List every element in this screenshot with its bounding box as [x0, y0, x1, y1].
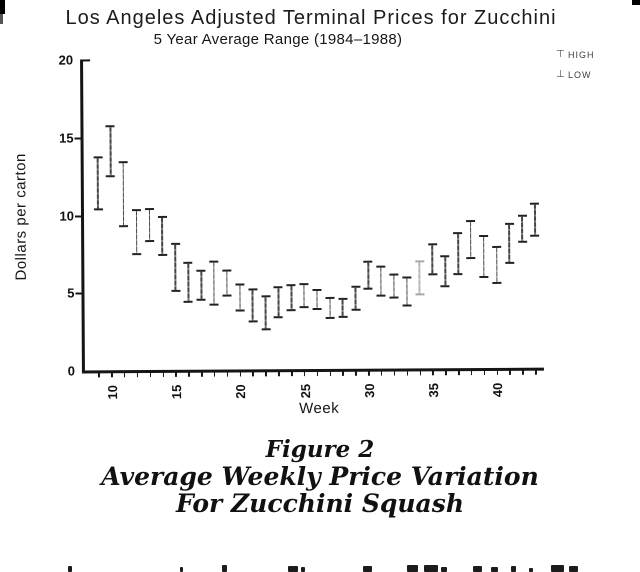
x-tick: [432, 370, 434, 375]
x-tick: [407, 370, 409, 375]
x-tick: [458, 370, 460, 375]
y-tick-label: 10: [59, 208, 75, 224]
figure-caption: [0, 437, 640, 517]
range-bar: [0, 0, 639, 2]
chart-subtitle: 5 Year Average Range (1984–1988): [153, 31, 403, 48]
x-tick: [381, 371, 383, 376]
low-cap: [184, 301, 193, 303]
x-tick: [227, 372, 229, 377]
range-line: [213, 262, 215, 304]
high-cap: [441, 256, 450, 258]
low-cap: [364, 287, 373, 289]
clipped-letter-top: [473, 566, 482, 572]
x-tick-label: 40: [489, 382, 505, 398]
high-range-marker-icon: ⊤: [556, 49, 566, 60]
range-bar: [0, 0, 639, 2]
high-cap: [119, 161, 128, 163]
clipped-letter-top: [441, 567, 447, 572]
range-line: [406, 278, 408, 304]
low-cap: [351, 309, 360, 311]
range-line: [431, 245, 433, 273]
x-tick: [304, 371, 306, 376]
range-bar: [0, 0, 639, 2]
low-cap: [466, 257, 475, 259]
range-line: [393, 275, 395, 296]
range-bar: [0, 0, 639, 2]
range-line: [290, 287, 292, 310]
x-tick: [471, 370, 473, 375]
range-bar: [0, 0, 639, 2]
high-cap: [132, 209, 141, 211]
range-bar: [0, 0, 639, 2]
x-tick: [111, 372, 113, 377]
range-bars: [0, 0, 639, 2]
clipped-letter-top: [491, 567, 498, 572]
clipped-letter-top: [551, 565, 564, 572]
range-bar: [0, 0, 639, 2]
low-cap: [531, 235, 540, 237]
range-line: [123, 163, 125, 225]
range-bar: [0, 0, 639, 2]
high-cap: [505, 223, 514, 225]
range-bar: [0, 0, 639, 2]
range-bar: [0, 0, 639, 2]
range-line: [342, 300, 344, 315]
low-cap: [390, 296, 399, 298]
range-bar: [0, 0, 639, 2]
low-cap: [325, 317, 334, 319]
y-tick-label: 20: [58, 52, 74, 68]
x-tick: [497, 370, 499, 375]
range-bar: [0, 0, 639, 2]
x-tick: [291, 371, 293, 376]
low-cap: [197, 299, 206, 301]
high-cap: [300, 283, 309, 285]
x-tick: [162, 372, 164, 377]
high-cap: [209, 260, 218, 262]
clipped-letter-top: [301, 567, 305, 572]
high-cap: [248, 288, 257, 290]
low-cap: [428, 273, 437, 275]
range-bar: [0, 0, 639, 2]
range-bar: [0, 0, 639, 2]
range-bar: [0, 0, 639, 2]
y-tick-label: 5: [67, 285, 75, 301]
clipped-letter-top: [222, 565, 227, 572]
x-tick: [355, 371, 357, 376]
range-line: [496, 248, 498, 282]
range-line: [521, 217, 523, 241]
range-line: [226, 271, 228, 294]
high-cap: [466, 220, 475, 222]
high-cap: [158, 215, 167, 217]
x-tick: [509, 370, 511, 375]
low-cap: [415, 293, 424, 295]
range-line: [419, 263, 421, 294]
low-cap: [210, 304, 219, 306]
x-tick: [394, 371, 396, 376]
x-tick: [188, 372, 190, 377]
x-tick: [535, 370, 537, 375]
y-tick-label: 15: [59, 130, 74, 146]
range-line: [278, 288, 280, 316]
high-cap: [261, 296, 270, 298]
low-cap: [248, 321, 257, 323]
low-cap: [287, 309, 296, 311]
range-line: [508, 225, 510, 262]
range-line: [187, 264, 189, 301]
range-line: [149, 210, 151, 241]
range-line: [303, 285, 305, 306]
range-bar: [0, 0, 639, 2]
low-cap: [222, 294, 231, 296]
low-cap: [313, 308, 322, 310]
range-line: [316, 291, 318, 308]
x-tick: [419, 370, 421, 375]
range-bar: [0, 0, 639, 2]
range-bar: [0, 0, 639, 2]
x-tick-label: 20: [232, 384, 248, 399]
low-cap: [454, 273, 463, 275]
high-cap: [106, 126, 115, 128]
high-cap: [235, 283, 244, 285]
high-cap: [338, 298, 347, 300]
x-tick: [175, 372, 177, 377]
high-cap: [453, 232, 462, 234]
x-tick: [265, 371, 267, 376]
legend-high-label: HIGH: [568, 49, 595, 60]
y-tick: [75, 137, 82, 139]
x-tick: [137, 372, 139, 377]
high-cap: [518, 215, 527, 217]
low-cap: [106, 175, 115, 177]
x-tick: [368, 371, 370, 376]
range-line: [380, 267, 382, 295]
y-axis-title: Dollars per carton: [12, 153, 30, 281]
high-cap: [145, 208, 154, 210]
range-line: [239, 285, 241, 309]
range-bar: [0, 0, 639, 2]
x-tick: [252, 371, 254, 376]
low-cap: [158, 254, 167, 256]
range-line: [265, 298, 267, 329]
range-line: [174, 245, 176, 290]
low-cap: [132, 253, 141, 255]
range-bar: [0, 0, 639, 2]
clipped-letter-top: [68, 566, 72, 572]
range-bar: [0, 0, 639, 2]
range-bar: [0, 0, 639, 2]
x-tick-label: 25: [297, 383, 313, 399]
high-cap: [364, 261, 373, 263]
clipped-letter-top: [424, 565, 438, 572]
clipped-letter-top: [407, 565, 418, 572]
low-cap: [93, 208, 102, 210]
x-tick: [278, 371, 280, 376]
y-tick: [75, 215, 82, 217]
high-cap: [222, 269, 231, 271]
clipped-letter-top: [529, 568, 533, 572]
low-cap: [261, 328, 270, 330]
x-tick-label: 10: [104, 384, 120, 400]
low-cap: [377, 295, 386, 297]
low-cap: [402, 304, 411, 306]
range-line: [110, 128, 112, 176]
x-tick: [522, 370, 524, 375]
range-bar: [0, 0, 639, 2]
high-cap: [389, 273, 398, 275]
x-axis-line: [82, 368, 544, 373]
high-cap: [402, 276, 411, 278]
range-line: [161, 217, 163, 254]
range-line: [457, 234, 459, 272]
high-cap: [184, 262, 193, 264]
x-tick-label: 15: [168, 384, 184, 400]
x-tick: [124, 372, 126, 377]
range-bar: [0, 0, 639, 2]
high-cap: [274, 286, 283, 288]
x-tick: [150, 372, 152, 377]
high-cap: [325, 297, 334, 299]
low-cap: [145, 240, 154, 242]
high-cap: [479, 235, 488, 237]
range-bar: [0, 0, 639, 2]
high-cap: [530, 202, 539, 204]
range-line: [355, 288, 357, 309]
range-line: [200, 272, 202, 300]
range-line: [367, 263, 369, 287]
range-bar: [0, 0, 639, 2]
x-tick: [98, 372, 100, 377]
low-cap: [479, 276, 488, 278]
y-tick: [75, 293, 82, 295]
range-bar: [0, 0, 639, 2]
range-line: [483, 237, 485, 275]
x-axis-title: Week: [299, 399, 340, 418]
low-cap: [300, 306, 309, 308]
caption-title-line: Average Weekly Price Variation: [101, 462, 539, 491]
high-cap: [428, 243, 437, 245]
clipped-letter-top: [511, 566, 516, 572]
high-cap: [197, 270, 206, 272]
low-range-marker-icon: ⊥: [556, 69, 566, 80]
low-cap: [235, 310, 244, 312]
high-cap: [376, 265, 385, 267]
low-cap: [492, 282, 501, 284]
x-tick: [214, 372, 216, 377]
range-line: [534, 204, 536, 235]
range-line: [470, 222, 472, 257]
range-line: [252, 290, 254, 321]
x-tick: [240, 371, 242, 376]
x-tick: [484, 370, 486, 375]
clipped-letter-top: [363, 566, 372, 572]
range-bar: [0, 0, 639, 2]
high-cap: [492, 246, 501, 248]
x-tick: [317, 371, 319, 376]
high-cap: [312, 289, 321, 291]
low-cap: [518, 241, 527, 243]
range-line: [444, 258, 446, 286]
range-line: [97, 159, 99, 208]
clipped-letter-top: [180, 567, 183, 572]
low-cap: [505, 262, 514, 264]
range-bar: [0, 0, 639, 2]
caption-figure-number: Figure 2: [265, 436, 375, 463]
range-bar: [0, 0, 639, 2]
high-cap: [287, 285, 296, 287]
range-bar: [0, 0, 639, 2]
y-tick-label: 0: [67, 363, 75, 379]
clipped-letter-top: [569, 566, 578, 572]
range-bar: [0, 0, 639, 2]
low-cap: [274, 316, 283, 318]
legend-low-label: LOW: [568, 69, 592, 80]
high-cap: [171, 243, 180, 245]
x-tick: [445, 370, 447, 375]
x-tick: [329, 371, 331, 376]
chart-title: Los Angeles Adjusted Terminal Prices for Zucchini: [65, 7, 557, 29]
x-tick-label: 30: [361, 383, 377, 398]
high-cap: [93, 157, 102, 159]
high-cap: [351, 286, 360, 288]
range-line: [329, 299, 331, 317]
clipped-letter-top: [288, 566, 298, 572]
range-bar: [0, 0, 639, 2]
range-line: [136, 211, 138, 253]
range-bar: [0, 0, 639, 2]
low-cap: [441, 285, 450, 287]
range-bar: [0, 0, 639, 2]
low-cap: [171, 290, 180, 292]
high-cap: [415, 261, 424, 263]
x-tick: [342, 371, 344, 376]
low-cap: [119, 225, 128, 227]
x-tick: [201, 372, 203, 377]
low-cap: [338, 315, 347, 317]
x-tick-label: 35: [425, 383, 441, 398]
caption-subject-line: For Zucchini Squash: [175, 489, 464, 518]
y-tick: [81, 59, 90, 61]
